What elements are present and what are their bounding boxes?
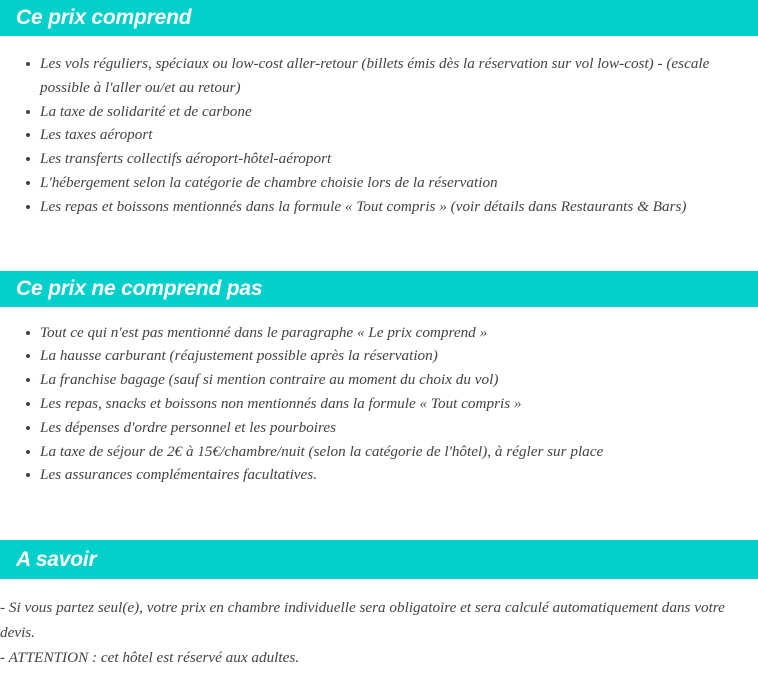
spacer-after-header-2 xyxy=(0,307,758,321)
section-header-ce-prix-ne-comprend-pas: Ce prix ne comprend pas xyxy=(0,271,758,307)
bullet-dot-icon xyxy=(26,133,30,137)
list-item xyxy=(0,416,758,440)
a-savoir-body xyxy=(0,595,758,670)
a-savoir-paragraph: - ATTENTION : cet hôtel est réservé aux adultes. xyxy=(0,649,300,667)
list-item-text: La taxe de séjour de 2€ à 15€/chambre/nuit (selon la catégorie de l'hôtel), à régler sur place xyxy=(40,442,604,460)
list-item xyxy=(0,368,758,392)
spacer-after-list-2 xyxy=(0,487,758,540)
list-item-text: Les dépenses d'ordre personnel et les pourboires xyxy=(40,418,336,436)
bullet-dot-icon xyxy=(26,331,30,335)
list-item xyxy=(0,392,758,416)
list-item xyxy=(0,321,758,345)
list-item xyxy=(0,440,758,464)
excluded-list xyxy=(0,321,758,488)
list-item-text: Tout ce qui n'est pas mentionné dans le paragraphe « Le prix comprend » xyxy=(40,323,488,341)
list-item xyxy=(0,52,758,100)
bullet-dot-icon xyxy=(26,378,30,382)
bullet-dot-icon xyxy=(26,450,30,454)
list-item-text: Les assurances complémentaires facultatives. xyxy=(40,466,317,484)
list-item-text: La taxe de solidarité et de carbone xyxy=(40,102,252,120)
list-item xyxy=(0,344,758,368)
spacer-after-list-1 xyxy=(0,219,758,271)
a-savoir-paragraph: - Si vous partez seul(e), votre prix en chambre individuelle sera obligatoire et sera calculé automatiquement dans votre devis. xyxy=(0,599,725,642)
bullet-dot-icon xyxy=(26,157,30,161)
bullet-dot-icon xyxy=(26,426,30,430)
list-item xyxy=(0,123,758,147)
list-item-text: L'hébergement selon la catégorie de chambre choisie lors de la réservation xyxy=(40,173,498,191)
bullet-dot-icon xyxy=(26,110,30,114)
list-item-text: Les repas et boissons mentionnés dans la formule « Tout compris » (voir détails dans Restaurants & Bars) xyxy=(40,197,687,215)
bullet-dot-icon xyxy=(26,354,30,358)
spacer-after-header-1 xyxy=(0,36,758,52)
bullet-dot-icon xyxy=(26,402,30,406)
list-item-text: Les repas, snacks et boissons non mentionnés dans la formule « Tout compris » xyxy=(40,394,522,412)
list-item xyxy=(0,100,758,124)
bullet-dot-icon xyxy=(26,181,30,185)
section-header-a-savoir: A savoir xyxy=(0,540,758,579)
list-item xyxy=(0,463,758,487)
section-header-ce-prix-comprend: Ce prix comprend xyxy=(0,0,758,36)
included-list xyxy=(0,52,758,219)
bullet-dot-icon xyxy=(26,473,30,477)
list-item-text: Les vols réguliers, spéciaux ou low-cost aller-retour (billets émis dès la réservation sur vol low-cost) - (escale possible à l'aller ou/et au retour) xyxy=(40,55,710,96)
list-item xyxy=(0,147,758,171)
bullet-dot-icon xyxy=(26,205,30,209)
bullet-dot-icon xyxy=(26,62,30,66)
list-item-text: Les transferts collectifs aéroport-hôtel-aéroport xyxy=(40,150,332,168)
list-item-text: La hausse carburant (réajustement possible après la réservation) xyxy=(40,347,438,365)
list-item xyxy=(0,195,758,219)
list-item-text: La franchise bagage (sauf si mention contraire au moment du choix du vol) xyxy=(40,371,499,389)
list-item xyxy=(0,171,758,195)
spacer-after-header-3 xyxy=(0,579,758,595)
list-item-text: Les taxes aéroport xyxy=(40,126,153,144)
